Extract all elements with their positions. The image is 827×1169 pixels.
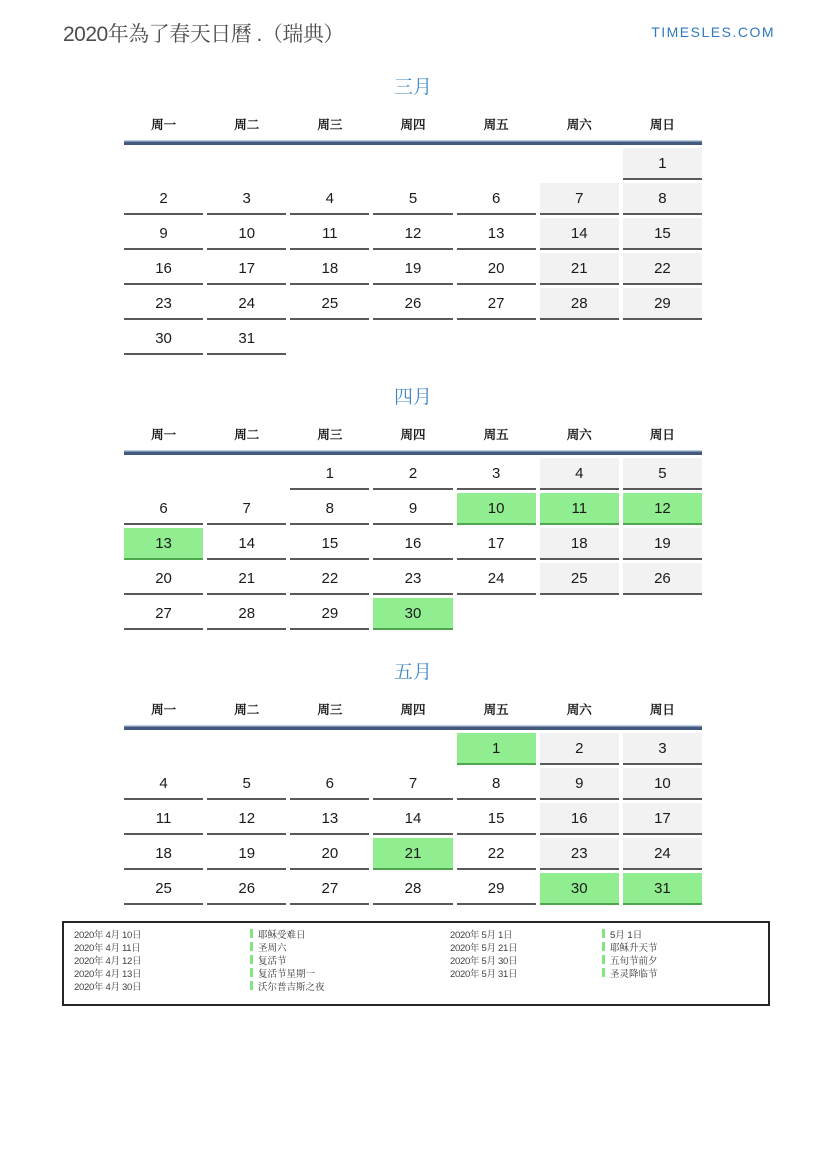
weekday-label: 周五 xyxy=(483,703,509,717)
day-cell-empty xyxy=(540,148,619,178)
day-cell-empty xyxy=(540,598,619,628)
legend-grid xyxy=(74,929,758,994)
day-cell-april-17: 17 xyxy=(457,528,536,560)
day-cell-april-6: 6 xyxy=(124,493,203,525)
week-row xyxy=(124,253,702,285)
day-cell-empty xyxy=(207,458,286,488)
holiday-date: 2020年 5月 1日 xyxy=(450,930,513,941)
weekday-label: 周六 xyxy=(566,703,592,717)
weekday-label: 周五 xyxy=(483,428,509,442)
holiday-date: 2020年 5月 21日 xyxy=(450,943,518,954)
day-cell-april-25: 25 xyxy=(540,563,619,595)
day-cell-april-2: 2 xyxy=(373,458,452,490)
day-cell-may-6: 6 xyxy=(290,768,369,800)
day-cell-march-26: 26 xyxy=(373,288,452,320)
day-cell-march-7: 7 xyxy=(540,183,619,215)
weekday-label: 周一 xyxy=(151,703,177,717)
day-cell-empty xyxy=(457,323,536,353)
day-cell-may-20: 20 xyxy=(290,838,369,870)
week-row xyxy=(124,528,702,560)
day-cell-april-21: 21 xyxy=(207,563,286,595)
day-cell-may-2: 2 xyxy=(540,733,619,765)
day-cell-may-12: 12 xyxy=(207,803,286,835)
holiday-name-text: 五旬节前夕 xyxy=(610,956,658,967)
day-cell-march-2: 2 xyxy=(124,183,203,215)
day-cell-april-18: 18 xyxy=(540,528,619,560)
day-cell-april-29: 29 xyxy=(290,598,369,630)
day-cell-april-10: 10 xyxy=(457,493,536,525)
day-cell-may-21: 21 xyxy=(373,838,452,870)
day-cell-may-25: 25 xyxy=(124,873,203,905)
day-cell-march-9: 9 xyxy=(124,218,203,250)
weekday-label: 周三 xyxy=(317,118,343,132)
page-title: 2020年為了春天日曆 .（瑞典） xyxy=(63,23,344,46)
weekday-label: 周一 xyxy=(151,118,177,132)
week-row xyxy=(124,873,702,905)
header-divider xyxy=(124,725,702,730)
day-cell-may-22: 22 xyxy=(457,838,536,870)
holiday-name xyxy=(250,955,450,968)
day-cell-march-21: 21 xyxy=(540,253,619,285)
day-cell-april-4: 4 xyxy=(540,458,619,490)
day-cell-march-1: 1 xyxy=(623,148,702,180)
day-cell-march-29: 29 xyxy=(623,288,702,320)
day-cell-march-30: 30 xyxy=(124,323,203,355)
weekday-header-row xyxy=(124,113,702,135)
day-cell-empty xyxy=(457,148,536,178)
day-cell-may-23: 23 xyxy=(540,838,619,870)
weekday-label: 周二 xyxy=(234,703,260,717)
holiday-name-text: 沃尔普吉斯之夜 xyxy=(258,982,325,993)
day-cell-empty xyxy=(290,733,369,763)
holiday-name xyxy=(602,981,758,994)
day-cell-may-8: 8 xyxy=(457,768,536,800)
day-cell-march-27: 27 xyxy=(457,288,536,320)
day-cell-march-8: 8 xyxy=(623,183,702,215)
day-cell-april-30: 30 xyxy=(373,598,452,630)
holiday-name xyxy=(250,929,450,942)
day-cell-march-25: 25 xyxy=(290,288,369,320)
day-cell-may-4: 4 xyxy=(124,768,203,800)
month-title-april: 四月 xyxy=(393,387,432,408)
holiday-marker-icon xyxy=(250,929,253,938)
day-cell-may-26: 26 xyxy=(207,873,286,905)
week-row xyxy=(124,768,702,800)
day-cell-empty xyxy=(623,598,702,628)
weekday-header-row xyxy=(124,423,702,445)
week-row xyxy=(124,218,702,250)
day-cell-may-7: 7 xyxy=(373,768,452,800)
holiday-name-text: 圣灵降临节 xyxy=(610,969,658,980)
weekday-label: 周一 xyxy=(151,428,177,442)
holiday-name-text: 5月 1日 xyxy=(610,930,643,941)
day-cell-april-16: 16 xyxy=(373,528,452,560)
day-cell-may-15: 15 xyxy=(457,803,536,835)
months xyxy=(124,72,702,905)
holiday-marker-icon xyxy=(250,955,253,964)
holiday-date: 2020年 4月 10日 xyxy=(74,930,142,941)
day-cell-march-19: 19 xyxy=(373,253,452,285)
holiday-marker-icon xyxy=(602,968,605,977)
week-row xyxy=(124,183,702,215)
holiday-name xyxy=(602,942,758,955)
week-row xyxy=(124,838,702,870)
weekday-label: 周六 xyxy=(566,428,592,442)
day-cell-april-27: 27 xyxy=(124,598,203,630)
day-cell-may-27: 27 xyxy=(290,873,369,905)
holiday-name xyxy=(602,968,758,981)
weekday-label: 周二 xyxy=(234,428,260,442)
week-row xyxy=(124,598,702,630)
month-title-may: 五月 xyxy=(393,662,432,683)
day-cell-march-4: 4 xyxy=(290,183,369,215)
holiday-date: 2020年 4月 30日 xyxy=(74,982,142,993)
day-cell-march-31: 31 xyxy=(207,323,286,355)
day-cell-april-19: 19 xyxy=(623,528,702,560)
holiday-date: 2020年 4月 13日 xyxy=(74,969,142,980)
holiday-marker-icon xyxy=(250,968,253,977)
day-cell-empty xyxy=(540,323,619,353)
day-cell-march-14: 14 xyxy=(540,218,619,250)
day-cell-march-24: 24 xyxy=(207,288,286,320)
day-cell-empty xyxy=(124,458,203,488)
day-cell-april-11: 11 xyxy=(540,493,619,525)
week-row xyxy=(124,733,702,765)
header-divider xyxy=(124,140,702,145)
day-cell-may-31: 31 xyxy=(623,873,702,905)
month-march xyxy=(124,72,702,355)
holiday-date: 2020年 4月 11日 xyxy=(74,943,141,954)
day-cell-empty xyxy=(207,733,286,763)
day-cell-march-15: 15 xyxy=(623,218,702,250)
holiday-name xyxy=(602,929,758,942)
day-cell-may-10: 10 xyxy=(623,768,702,800)
day-cell-empty xyxy=(373,733,452,763)
day-cell-empty xyxy=(290,148,369,178)
holiday-date: 2020年 5月 31日 xyxy=(450,969,518,980)
day-cell-may-18: 18 xyxy=(124,838,203,870)
weekday-label: 周日 xyxy=(649,118,675,132)
day-cell-empty xyxy=(373,148,452,178)
day-cell-april-9: 9 xyxy=(373,493,452,525)
day-cell-march-5: 5 xyxy=(373,183,452,215)
weekday-header-row xyxy=(124,698,702,720)
day-cell-april-1: 1 xyxy=(290,458,369,490)
day-cell-april-22: 22 xyxy=(290,563,369,595)
day-cell-empty xyxy=(623,323,702,353)
week-row xyxy=(124,148,702,180)
day-cell-march-23: 23 xyxy=(124,288,203,320)
day-cell-april-15: 15 xyxy=(290,528,369,560)
day-cell-march-3: 3 xyxy=(207,183,286,215)
day-cell-march-12: 12 xyxy=(373,218,452,250)
day-cell-april-14: 14 xyxy=(207,528,286,560)
day-cell-march-10: 10 xyxy=(207,218,286,250)
day-cell-may-29: 29 xyxy=(457,873,536,905)
day-cell-empty xyxy=(207,148,286,178)
holiday-marker-icon xyxy=(250,942,253,951)
day-cell-march-17: 17 xyxy=(207,253,286,285)
day-cell-may-17: 17 xyxy=(623,803,702,835)
holiday-name-text: 复活节星期一 xyxy=(258,969,316,980)
day-cell-may-9: 9 xyxy=(540,768,619,800)
day-cell-april-23: 23 xyxy=(373,563,452,595)
day-cell-empty xyxy=(124,733,203,763)
holiday-name xyxy=(602,955,758,968)
day-cell-april-7: 7 xyxy=(207,493,286,525)
day-cell-april-3: 3 xyxy=(457,458,536,490)
day-cell-empty xyxy=(457,598,536,628)
day-cell-april-12: 12 xyxy=(623,493,702,525)
holiday-marker-icon xyxy=(602,929,605,938)
week-row xyxy=(124,323,702,355)
week-row xyxy=(124,563,702,595)
day-cell-april-8: 8 xyxy=(290,493,369,525)
weekday-label: 周日 xyxy=(649,428,675,442)
day-cell-may-19: 19 xyxy=(207,838,286,870)
day-cell-april-5: 5 xyxy=(623,458,702,490)
day-cell-empty xyxy=(373,323,452,353)
day-cell-may-16: 16 xyxy=(540,803,619,835)
holiday-legend xyxy=(62,921,770,1006)
day-cell-may-28: 28 xyxy=(373,873,452,905)
day-cell-march-22: 22 xyxy=(623,253,702,285)
week-row xyxy=(124,458,702,490)
week-row xyxy=(124,493,702,525)
page-header xyxy=(0,0,827,62)
day-cell-march-13: 13 xyxy=(457,218,536,250)
weekday-label: 周日 xyxy=(649,703,675,717)
day-cell-may-30: 30 xyxy=(540,873,619,905)
day-cell-march-20: 20 xyxy=(457,253,536,285)
holiday-marker-icon xyxy=(602,942,605,951)
weekday-label: 周六 xyxy=(566,118,592,132)
day-cell-may-14: 14 xyxy=(373,803,452,835)
holiday-date xyxy=(450,981,602,994)
month-april xyxy=(124,382,702,630)
header-divider xyxy=(124,450,702,455)
holiday-name-text: 复活节 xyxy=(258,956,287,967)
holiday-name xyxy=(250,942,450,955)
day-cell-april-13: 13 xyxy=(124,528,203,560)
day-cell-april-24: 24 xyxy=(457,563,536,595)
weekday-label: 周五 xyxy=(483,118,509,132)
month-may xyxy=(124,657,702,905)
weekday-label: 周四 xyxy=(400,703,426,717)
day-cell-may-3: 3 xyxy=(623,733,702,765)
holiday-name-text: 耶稣受难日 xyxy=(258,930,306,941)
month-title-march: 三月 xyxy=(393,77,432,98)
weekday-label: 周三 xyxy=(317,703,343,717)
holiday-date: 2020年 5月 30日 xyxy=(450,956,518,967)
holiday-name-text: 耶稣升天节 xyxy=(610,943,658,954)
weekday-label: 周四 xyxy=(400,118,426,132)
day-cell-may-1: 1 xyxy=(457,733,536,765)
day-cell-may-13: 13 xyxy=(290,803,369,835)
day-cell-march-16: 16 xyxy=(124,253,203,285)
holiday-marker-icon xyxy=(250,981,253,990)
day-cell-april-20: 20 xyxy=(124,563,203,595)
week-row xyxy=(124,288,702,320)
weekday-label: 周四 xyxy=(400,428,426,442)
holiday-name xyxy=(250,981,450,994)
day-cell-may-11: 11 xyxy=(124,803,203,835)
weekday-label: 周三 xyxy=(317,428,343,442)
holiday-name-text: 圣周六 xyxy=(258,943,287,954)
day-cell-march-11: 11 xyxy=(290,218,369,250)
weekday-label: 周二 xyxy=(234,118,260,132)
holiday-date: 2020年 4月 12日 xyxy=(74,956,142,967)
day-cell-march-28: 28 xyxy=(540,288,619,320)
day-cell-may-24: 24 xyxy=(623,838,702,870)
week-row xyxy=(124,803,702,835)
day-cell-march-18: 18 xyxy=(290,253,369,285)
day-cell-april-26: 26 xyxy=(623,563,702,595)
day-cell-empty xyxy=(124,148,203,178)
holiday-marker-icon xyxy=(602,955,605,964)
holiday-name xyxy=(250,968,450,981)
day-cell-april-28: 28 xyxy=(207,598,286,630)
day-cell-may-5: 5 xyxy=(207,768,286,800)
day-cell-march-6: 6 xyxy=(457,183,536,215)
site-logo-link[interactable]: TIMESLES.COM xyxy=(651,24,775,40)
day-cell-empty xyxy=(290,323,369,353)
